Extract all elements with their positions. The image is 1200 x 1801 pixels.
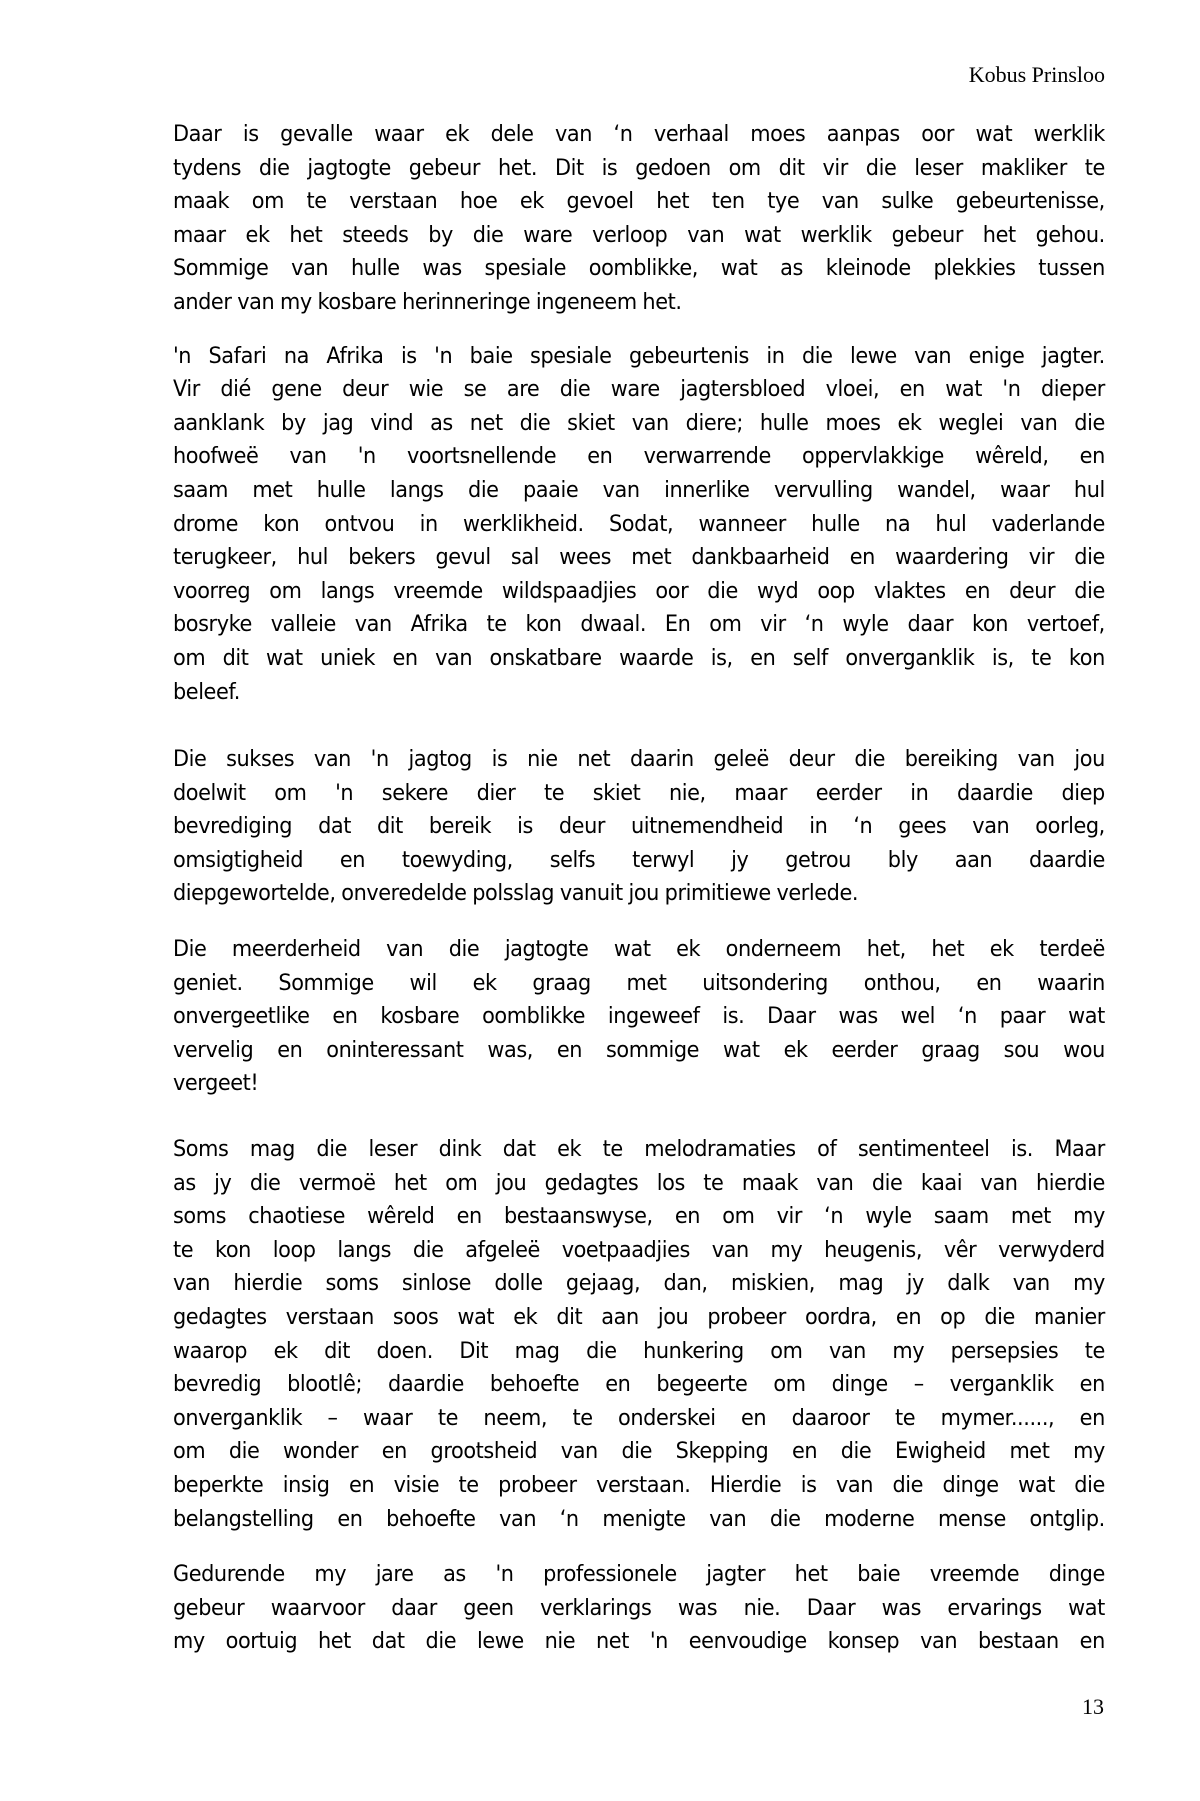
text-line: onverganklik – waar te neem, te onderskei en daaroor te mymer......, en <box>173 1404 1105 1431</box>
paragraph-6 <box>173 1558 1105 1659</box>
paragraph-2 <box>173 340 1105 710</box>
text-line: Daar is gevalle waar ek dele van ‘n verhaal moes aanpas oor wat werklik <box>173 121 1105 147</box>
text-line: hoofweë van 'n voortsnellende en verwarrende oppervlakkige wêreld, en <box>173 443 1105 470</box>
text-line: Sommige van hulle was spesiale oomblikke, wat as kleinode plekkies tussen <box>173 255 1105 282</box>
text-line: Soms mag die leser dink dat ek te melodramaties of sentimenteel is. Maar <box>173 1136 1105 1163</box>
text-line: van hierdie soms sinlose dolle gejaag, dan, miskien, mag jy dalk van my <box>173 1270 1105 1297</box>
text-line: belangstelling en behoefte van ‘n menigte van die moderne mense ontglip. <box>173 1505 1105 1532</box>
text-line: om die wonder en grootsheid van die Skepping en die Ewigheid met my <box>173 1438 1105 1465</box>
text-line: beperkte insig en visie te probeer verstaan. Hierdie is van die dinge wat die <box>173 1471 1105 1498</box>
text-line: Gedurende my jare as 'n professionele jagter het baie vreemde dinge <box>173 1561 1105 1588</box>
text-line: waarop ek dit doen. Dit mag die hunkering om van my persepsies te <box>173 1337 1105 1364</box>
running-header-author: Kobus Prinsloo <box>968 62 1105 87</box>
text-line: ander van my kosbare herinneringe ingeneem het. <box>173 288 682 315</box>
text-line: drome kon ontvou in werklikheid. Sodat, wanneer hulle na hul vaderlande <box>173 510 1105 537</box>
text-line: diepgewortelde, onveredelde polsslag vanuit jou primitiewe verlede. <box>173 880 859 907</box>
text-line: vervelig en oninteressant was, en sommige wat ek eerder graag sou wou <box>173 1036 1105 1063</box>
text-line: soms chaotiese wêreld en bestaanswyse, en om vir ‘n wyle saam met my <box>173 1203 1105 1230</box>
text-line: saam met hulle langs die paaie van innerlike vervulling wandel, waar hul <box>173 476 1105 503</box>
text-line: voorreg om langs vreemde wildspaadjies oor die wyd oop vlaktes en deur die <box>173 577 1105 604</box>
paragraph-5 <box>173 1133 1105 1536</box>
text-line: gedagtes verstaan soos wat ek dit aan jou probeer oordra, en op die manier <box>173 1304 1105 1330</box>
text-line: maak om te verstaan hoe ek gevoel het ten tye van sulke gebeurtenisse, <box>173 188 1105 215</box>
paragraph-1 <box>173 118 1105 320</box>
text-line: Die sukses van 'n jagtog is nie net daarin geleë deur die bereiking van jou <box>173 746 1105 773</box>
text-line: gebeur waarvoor daar geen verklarings was nie. Daar was ervarings wat <box>173 1594 1105 1621</box>
text-line: as jy die vermoë het om jou gedagtes los te maak van die kaai van hierdie <box>173 1169 1105 1196</box>
text-line: bevredig blootlê; daardie behoefte en begeerte om dinge – verganklik en <box>173 1371 1105 1398</box>
text-line: doelwit om 'n sekere dier te skiet nie, maar eerder in daardie diep <box>173 779 1105 806</box>
text-line: Die meerderheid van die jagtogte wat ek onderneem het, het ek terdeë <box>173 936 1105 963</box>
text-line: terugkeer, hul bekers gevul sal wees met dankbaarheid en waardering vir die <box>173 544 1105 571</box>
text-line: te kon loop langs die afgeleë voetpaadjies van my heugenis, vêr verwyderd <box>173 1236 1105 1263</box>
text-line: aanklank by jag vind as net die skiet van diere; hulle moes ek weglei van die <box>173 409 1105 436</box>
text-line: beleef. <box>173 678 240 705</box>
text-line: 'n Safari na Afrika is 'n baie spesiale gebeurtenis in die lewe van enige jagter. <box>173 342 1105 369</box>
paragraph-4 <box>173 933 1105 1101</box>
text-line: onvergeetlike en kosbare oomblikke ingeweef is. Daar was wel ‘n paar wat <box>173 1003 1105 1030</box>
text-line: Vir dié gene deur wie se are die ware jagtersbloed vloei, en wat 'n dieper <box>173 376 1105 403</box>
text-line: om dit wat uniek en van onskatbare waarde is, en self onverganklik is, te kon <box>173 644 1105 671</box>
body-text <box>173 118 1105 1659</box>
text-line: bevrediging dat dit bereik is deur uitnemendheid in ‘n gees van oorleg, <box>173 813 1105 840</box>
text-line: tydens die jagtogte gebeur het. Dit is gedoen om dit vir die leser makliker te <box>173 154 1105 181</box>
page-number: 13 <box>1082 1694 1104 1719</box>
text-line: geniet. Sommige wil ek graag met uitsondering onthou, en waarin <box>173 969 1105 996</box>
text-line: bosryke valleie van Afrika te kon dwaal. En om vir ‘n wyle daar kon vertoef, <box>173 611 1105 638</box>
text-line: my oortuig het dat die lewe nie net 'n eenvoudige konsep van bestaan en <box>173 1628 1105 1655</box>
paragraph-3 <box>173 743 1105 911</box>
text-line: omsigtigheid en toewyding, selfs terwyl jy getrou bly aan daardie <box>173 846 1105 873</box>
text-line: maar ek het steeds by die ware verloop van wat werklik gebeur het gehou. <box>173 221 1105 248</box>
text-line: vergeet! <box>173 1070 259 1097</box>
